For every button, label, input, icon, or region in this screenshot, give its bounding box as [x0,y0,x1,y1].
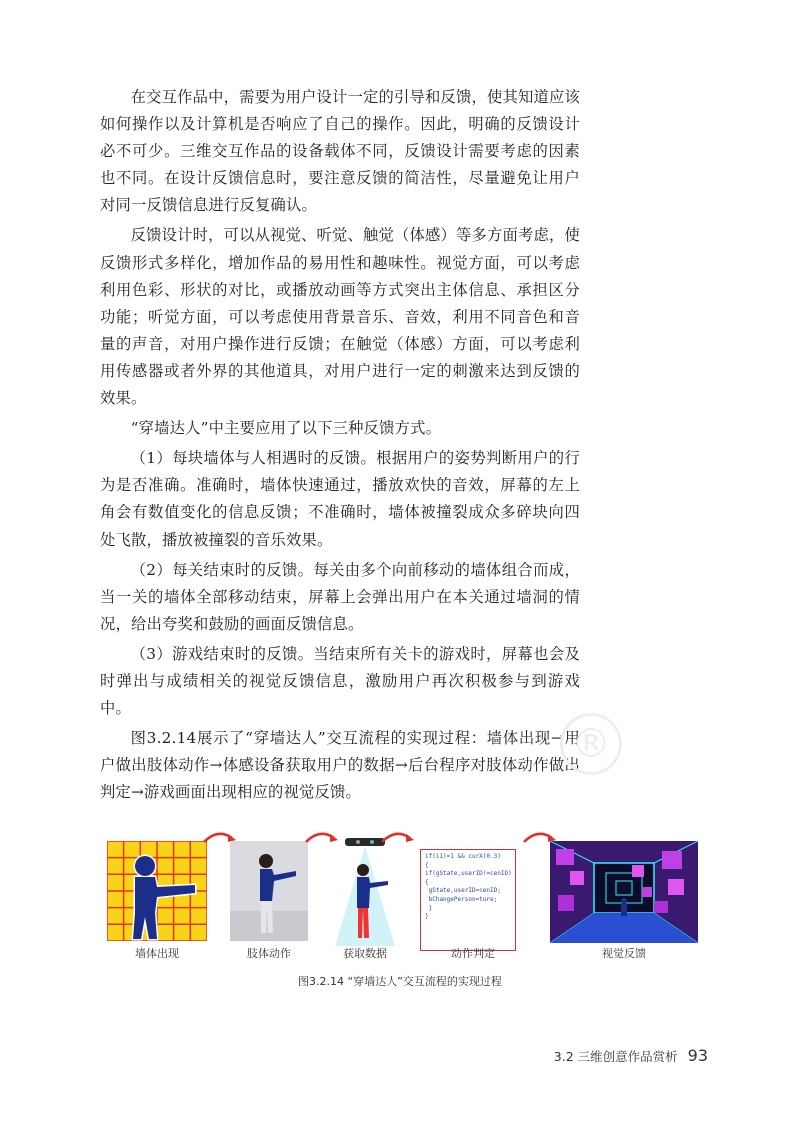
body-text [100,84,580,806]
caption-judge: 动作判定 [451,947,495,960]
paragraph: （3）游戏结束时的反馈。当结束所有关卡的游戏时，屏幕也会及时弹出与成绩相关的视觉反馈信息，激励用户再次积极参与到游戏中。 [100,644,580,718]
paragraph: 反馈设计时，可以从视觉、听觉、触觉（体感）等多方面考虑，使反馈形式多样化，增加作品的易用性和趣味性。视觉方面，可以考虑利用色彩、形状的对比，或播放动画等方式突出主体信息、承担区分功能；听觉方面，可以考虑使用背景音乐、音效，利用不同音色和音量的声音，对用户操作进行反馈；在触觉（体感）方面，可以考虑利用传感器或者外界的其他道具，对用户进行一定的刺激来达到反馈的效果。 [100,226,581,408]
paragraph: （1）每块墙体与人相遇时的反馈。根据用户的姿势判断用户的行为是否准确。准确时，墙体快速通过，播放欢快的音效，屏幕的左上角会有数值变化的信息反馈；不准确时，墙体被撞裂成众多碎块向四处飞散，播放被撞裂的音乐效果。 [100,449,580,549]
caption-body-movement: 肢体动作 [247,947,291,960]
curved-arrow-icon [378,826,418,846]
code-snippet: if(i1)=1 && curX(0.3) { if(gState,userID!=cenID) { gState,userID=cenID; bChangePerson=ture; } } [420,849,516,951]
figure-caption: 图3.2.14 “穿墙达人”交互流程的实现过程 [298,975,502,988]
paragraph: “穿墙达人”中主要应用了以下三种反馈方式。 [130,419,442,438]
caption-wall: 墙体出现 [135,947,179,960]
caption-get-data: 获取数据 [343,947,387,960]
paragraph: 图3.2.14展示了“穿墙达人”交互流程的实现过程：墙体出现→用户做出肢体动作→体感设备获取用户的数据→后台程序对肢体动作做出判定→游戏画面出现相应的视觉反馈。 [100,729,580,802]
sensor-capture-image [330,838,400,948]
paragraph: 在交互作品中，需要为用户设计一定的引导和反馈，使其知道应该如何操作以及计算机是否响应了自己的操作。因此，明确的反馈设计必不可少。三维交互作品的设备载体不同，反馈设计需要考虑的因素也不同。在设计反馈信息时，要注意反馈的简洁性，尽量避免让用户对同一反馈信息进行反复确认。 [100,88,581,215]
game-feedback-screenshot [550,841,698,943]
paragraph: （2）每关结束时的反馈。每关由多个向前移动的墙体组合而成，当一关的墙体全部移动结束，屏幕上会弹出用户在本关通过墙洞的情况，给出夸奖和鼓励的画面反馈信息。 [100,560,580,633]
page-number: 93 [687,1046,708,1065]
wall-image [107,841,207,941]
page-footer [554,1046,708,1065]
registered-mark-icon: ® [560,713,622,775]
body-movement-photo [230,841,308,941]
caption-visual-feedback: 视觉反馈 [602,947,646,960]
section-title: 3.2 三维创意作品赏析 [553,1049,678,1064]
